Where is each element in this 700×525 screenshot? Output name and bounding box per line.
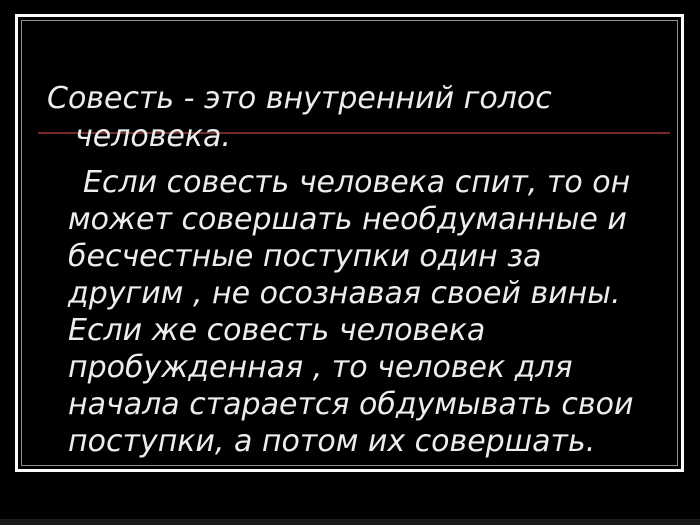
slide-body (68, 164, 633, 460)
body-line: начала старается обдумывать свои (68, 387, 634, 422)
body-line: поступки, а потом их совершать. (68, 424, 596, 459)
body-line: другим , не осознавая своей вины. (68, 276, 621, 311)
body-line: бесчестные поступки один за (68, 239, 542, 274)
slide-title (47, 80, 552, 156)
body-line: может совершать необдуманные и (68, 202, 627, 237)
bottom-strip (0, 519, 700, 525)
body-line: пробужденная , то человек для (68, 350, 573, 385)
body-line: Если же совесть человека (68, 313, 486, 348)
title-line: Совесть - это внутренний голос (47, 81, 552, 116)
body-line: Если совесть человека спит, то он (83, 165, 631, 200)
title-line: человека. (75, 119, 231, 154)
